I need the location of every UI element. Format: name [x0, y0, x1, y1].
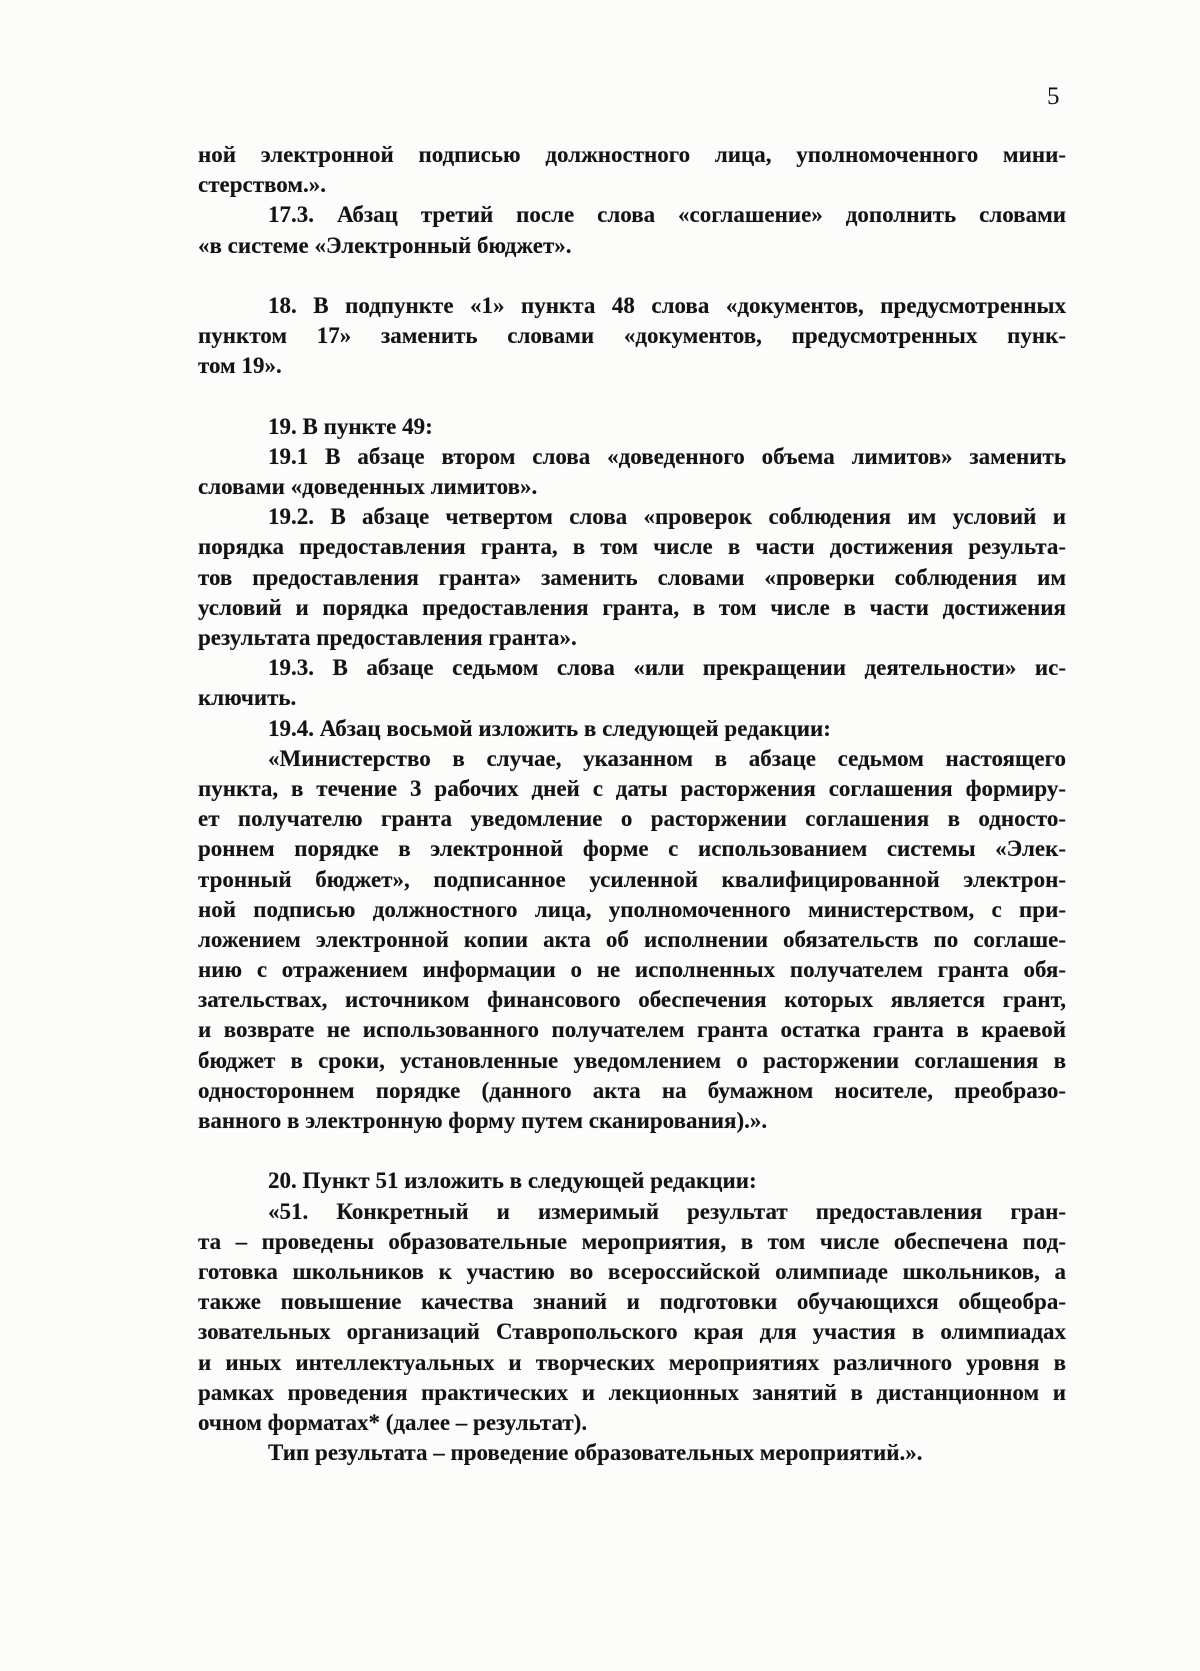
text-line: том 19». — [198, 353, 282, 379]
text-line: 19.4. Абзац восьмой изложить в следующей редакции: — [268, 715, 831, 741]
text-line: порядка предоставления гранта, в том числе в части достижения результа- — [198, 534, 1066, 560]
text-line: зательствах, источником финансового обеспечения которых является грант, — [198, 987, 1066, 1013]
paragraph-19 — [198, 412, 1066, 442]
text-line: условий и порядка предоставления гранта, в том числе в части достижения — [198, 594, 1066, 620]
paragraph-continued — [198, 140, 1066, 200]
paragraph-result-type — [198, 1438, 1066, 1468]
text-line: «51. Конкретный и измеримый результат предоставления гран- — [268, 1198, 1066, 1224]
document-body — [198, 140, 1066, 1468]
text-line: ной электронной подписью должностного лица, уполномоченного мини- — [198, 142, 1066, 167]
paragraph-18 — [198, 291, 1066, 382]
text-line: ванного в электронную форму путем сканирования).». — [198, 1108, 768, 1133]
text-line: результата предоставления гранта». — [198, 625, 577, 650]
text-line: 18. В подпункте «1» пункта 48 слова «документов, предусмотренных — [268, 292, 1066, 318]
text-line: словами «доведенных лимитов». — [198, 474, 538, 500]
text-line: пункта, в течение 3 рабочих дней с даты расторжения соглашения формиру- — [198, 775, 1066, 801]
paragraph-20 — [198, 1166, 1066, 1196]
text-line: «в системе «Электронный бюджет». — [198, 232, 572, 258]
text-line: пунктом 17» заменить словами «документов, предусмотренных пунк- — [198, 323, 1066, 349]
text-line: готовка школьников к участию во всероссийской олимпиаде школьников, а — [198, 1258, 1066, 1284]
text-line: ной подписью должностного лица, уполномоченного министерством, с при- — [198, 896, 1066, 922]
text-line: одностороннем порядке (данного акта на бумажном носителе, преобразо- — [198, 1077, 1066, 1103]
paragraph-19-1 — [198, 442, 1066, 502]
paragraph-19-2 — [198, 502, 1066, 653]
text-line: очном форматах* (далее – результат). — [198, 1409, 588, 1435]
text-line: 19. В пункте 49: — [268, 413, 433, 439]
section-item-18 — [198, 291, 1066, 382]
paragraph-20-quote — [198, 1197, 1066, 1439]
text-line: тронный бюджет», подписанное усиленной квалифицированной электрон- — [198, 866, 1066, 892]
text-line: роннем порядке в электронной форме с использованием системы «Элек- — [198, 836, 1066, 862]
text-line: рамках проведения практических и лекционных занятий в дистанционном и — [198, 1379, 1066, 1405]
text-line: ключить. — [198, 685, 297, 711]
text-line: и возврате не использованного получателем гранта остатка гранта в краевой — [198, 1017, 1066, 1043]
text-line: зовательных организаций Ставропольского края для участия в олимпиадах — [198, 1319, 1066, 1345]
section-item-20 — [198, 1166, 1066, 1468]
text-line: 19.2. В абзаце четвертом слова «проверок соблюдения им условий и — [268, 504, 1066, 530]
paragraph-19-3 — [198, 653, 1066, 713]
text-line: та – проведены образовательные мероприятия, в том числе обеспечена под- — [198, 1228, 1066, 1254]
text-line: «Министерство в случае, указанном в абзаце седьмом настоящего — [268, 745, 1066, 771]
text-line: и иных интеллектуальных и творческих мероприятиях различного уровня в — [198, 1349, 1066, 1375]
text-line: бюджет в сроки, установленные уведомлением о расторжении соглашения в — [198, 1047, 1066, 1073]
text-line: тов предоставления гранта» заменить словами «проверки соблюдения им — [198, 564, 1066, 590]
text-line: ет получателю гранта уведомление о расторжении соглашения в односто- — [198, 806, 1066, 832]
text-line: также повышение качества знаний и подготовки обучающихся общеобра- — [198, 1289, 1066, 1315]
page-number: 5 — [1047, 83, 1060, 110]
text-line: 17.3. Абзац третий после слова «соглашение» дополнить словами — [268, 202, 1066, 228]
paragraph-19-4-quote — [198, 744, 1066, 1136]
paragraph-17-3 — [198, 200, 1066, 260]
paragraph-19-4 — [198, 714, 1066, 744]
text-line: ложением электронной копии акта об исполнении обязательств по соглаше- — [198, 926, 1066, 952]
section-item-17 — [198, 140, 1066, 261]
text-line: Тип результата – проведение образовательных мероприятий.». — [268, 1440, 923, 1466]
text-line: 20. Пункт 51 изложить в следующей редакции: — [268, 1168, 757, 1194]
text-line: нию с отражением информации о не исполненных получателем гранта обя- — [198, 957, 1066, 983]
text-line: 19.3. В абзаце седьмом слова «или прекращении деятельности» ис- — [268, 655, 1066, 681]
text-line: 19.1 В абзаце втором слова «доведенного объема лимитов» заменить — [268, 443, 1066, 469]
text-line: стерством.». — [198, 172, 327, 198]
section-item-19 — [198, 412, 1066, 1137]
